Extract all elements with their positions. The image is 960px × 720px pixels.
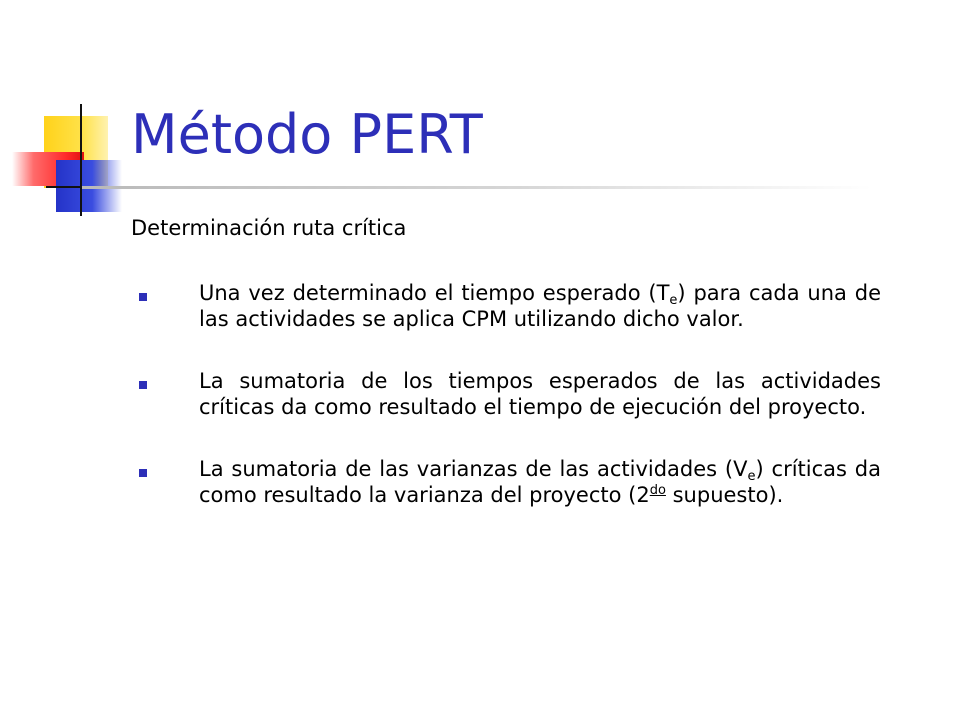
bullet-item bbox=[131, 368, 881, 420]
bullet-text: La sumatoria de las varianzas de las actividades $(V_e)$ críticas da como resultado la varianza del proyecto ($2^{do}$ supuesto). bbox=[199, 457, 881, 507]
slide-title: Método PERT bbox=[131, 103, 483, 166]
square-bullet-icon bbox=[139, 293, 147, 301]
square-bullet-icon bbox=[139, 381, 147, 389]
bullet-list bbox=[131, 280, 881, 544]
bullet-text: Una vez determinado el tiempo esperado $(T_e)$ para cada una de las actividades se aplica CPM utilizando dicho valor. bbox=[199, 281, 881, 331]
title-underline bbox=[82, 186, 872, 189]
bullet-item bbox=[131, 280, 881, 332]
bullet-item bbox=[131, 456, 881, 508]
square-bullet-icon bbox=[139, 469, 147, 477]
vertical-line-shape bbox=[80, 104, 82, 216]
bullet-text: La sumatoria de los tiempos esperados de las actividades críticas da como resultado el tiempo de ejecución del proyecto. bbox=[199, 369, 881, 419]
slide-subtitle: Determinación ruta crítica bbox=[131, 216, 407, 240]
